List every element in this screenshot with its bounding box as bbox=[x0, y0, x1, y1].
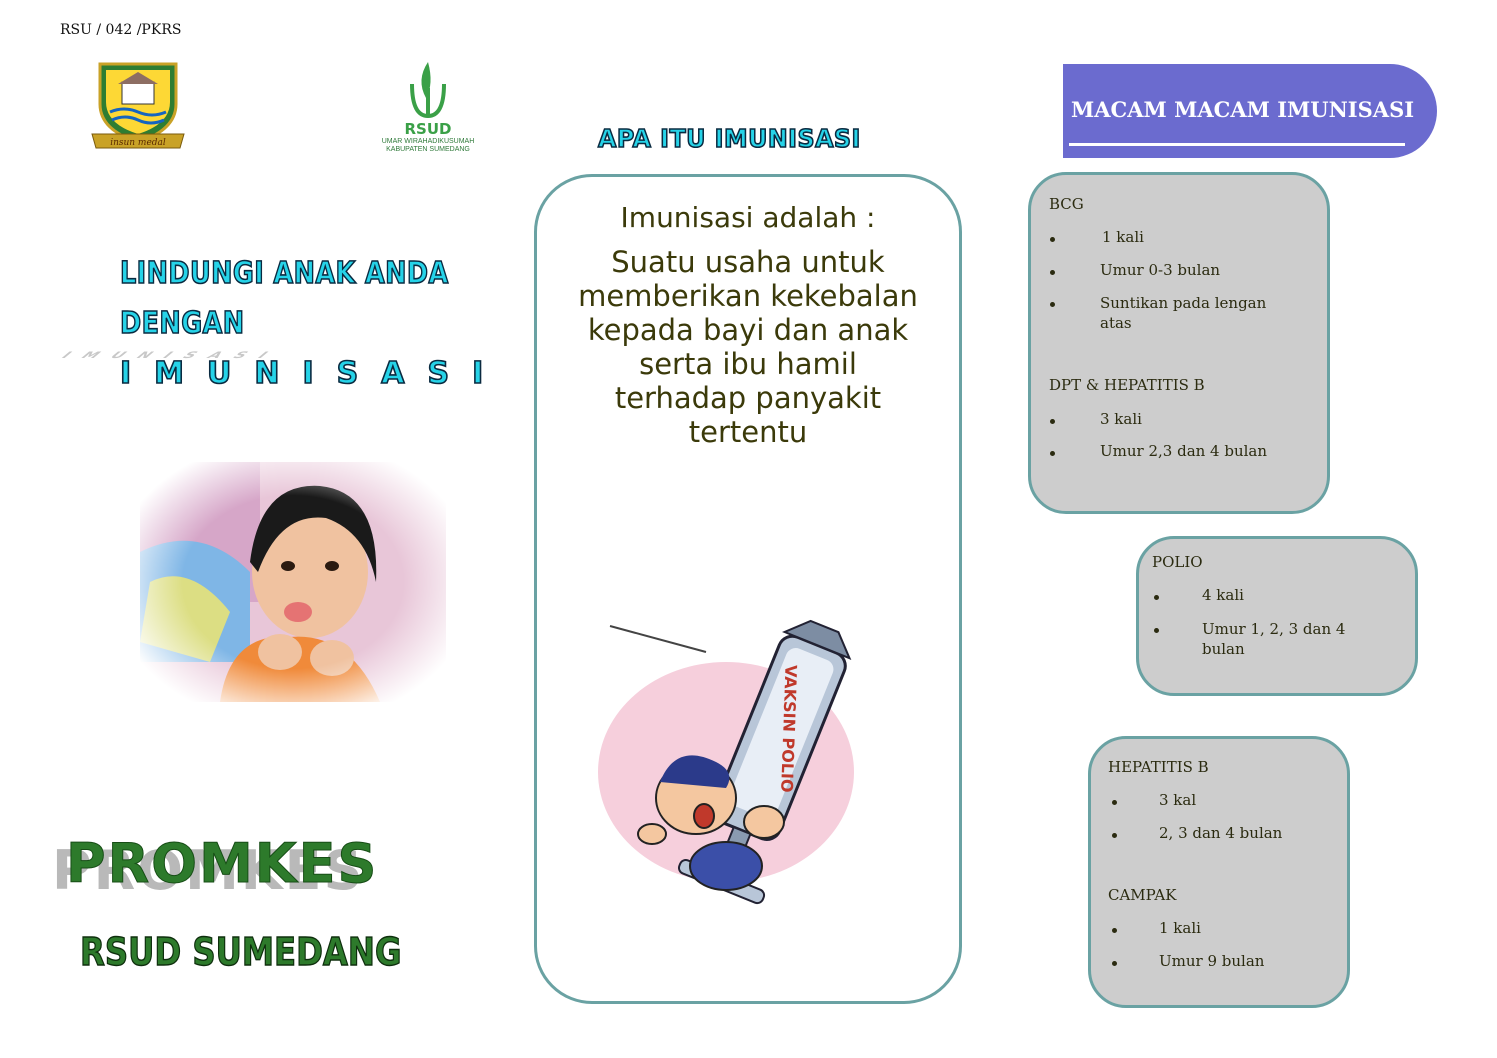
syringe-label: VAKSIN POLIO bbox=[777, 664, 801, 793]
dpt-item: 3 kali bbox=[1100, 410, 1142, 428]
polio-item: Umur 1, 2, 3 dan 4 bulan bbox=[1202, 620, 1346, 658]
bcg-title: BCG bbox=[1049, 195, 1084, 213]
vaccine-syringe-illustration bbox=[596, 612, 896, 922]
hepatitis-title: HEPATITIS B bbox=[1108, 758, 1209, 776]
headline-line-3: IMUNISASI bbox=[120, 356, 507, 391]
hepatitis-item: 3 kal bbox=[1159, 791, 1197, 809]
bullet-icon bbox=[1154, 595, 1159, 600]
headline-line-2: DENGAN bbox=[120, 306, 245, 341]
bcg-item: 1 kali bbox=[1102, 228, 1144, 246]
polio-item: 4 kali bbox=[1202, 586, 1244, 604]
bullet-icon bbox=[1154, 628, 1159, 633]
definition-line: kepada bayi dan anak bbox=[587, 313, 909, 347]
hepatitis-item: 2, 3 dan 4 bulan bbox=[1159, 824, 1283, 842]
definition-line: tertentu bbox=[688, 415, 808, 449]
bullet-icon bbox=[1112, 961, 1117, 966]
bcg-item: Umur 0-3 bulan bbox=[1100, 261, 1221, 279]
rsud-logo-name: RSUD bbox=[404, 120, 452, 138]
bcg-item: Suntikan pada lengan atas bbox=[1100, 294, 1267, 332]
definition-text bbox=[537, 245, 959, 449]
dpt-title: DPT & HEPATITIS B bbox=[1049, 376, 1205, 394]
bullet-icon bbox=[1050, 237, 1055, 242]
definition-line: terhadap panyakit bbox=[614, 381, 882, 415]
bullet-icon bbox=[1112, 833, 1117, 838]
rsud-leaf-icon bbox=[368, 58, 488, 120]
bullet-icon bbox=[1050, 419, 1055, 424]
rsud-logo bbox=[368, 58, 488, 158]
definition-line: memberikan kekebalan bbox=[578, 279, 918, 313]
polio-title: POLIO bbox=[1152, 553, 1203, 571]
definition-line: Suatu usaha untuk bbox=[611, 245, 885, 279]
rsud-logo-subtitle: UMAR WIRAHADIKUSUMAH bbox=[381, 138, 475, 145]
headline-shadow: IMUNISASI bbox=[57, 349, 287, 361]
polio-box bbox=[1136, 536, 1418, 696]
types-title: MACAM MACAM IMUNISASI bbox=[1071, 97, 1415, 122]
bullet-icon bbox=[1050, 451, 1055, 456]
bcg-dpt-box bbox=[1028, 172, 1330, 514]
center-heading: APA ITU IMUNISASI bbox=[598, 124, 861, 153]
campak-item: Umur 9 bulan bbox=[1159, 952, 1265, 970]
headline-line-1: LINDUNGI ANAK ANDA bbox=[120, 256, 449, 291]
dpt-item: Umur 2,3 dan 4 bulan bbox=[1100, 442, 1268, 460]
campak-item: 1 kali bbox=[1159, 919, 1201, 937]
campak-title: CAMPAK bbox=[1108, 886, 1177, 904]
bullet-icon bbox=[1050, 302, 1055, 307]
crest-motto: insun medal bbox=[110, 138, 166, 148]
sumedang-crest-logo bbox=[88, 58, 188, 154]
bullet-icon bbox=[1112, 800, 1117, 805]
rsud-logo-region: KABUPATEN SUMEDANG bbox=[386, 146, 470, 153]
definition-title: Imunisasi adalah : bbox=[620, 201, 876, 234]
document-number: RSU / 042 /PKRS bbox=[60, 22, 182, 38]
bullet-icon bbox=[1112, 928, 1117, 933]
child-photo bbox=[140, 462, 446, 702]
types-title-band bbox=[1063, 64, 1437, 158]
title-underline bbox=[1069, 143, 1405, 146]
promkes-title: PROMKES bbox=[66, 832, 379, 895]
bullet-icon bbox=[1050, 270, 1055, 275]
hospital-name: RSUD SUMEDANG bbox=[80, 930, 402, 974]
definition-line: serta ibu hamil bbox=[639, 347, 857, 381]
hepatitis-campak-box bbox=[1088, 736, 1350, 1008]
